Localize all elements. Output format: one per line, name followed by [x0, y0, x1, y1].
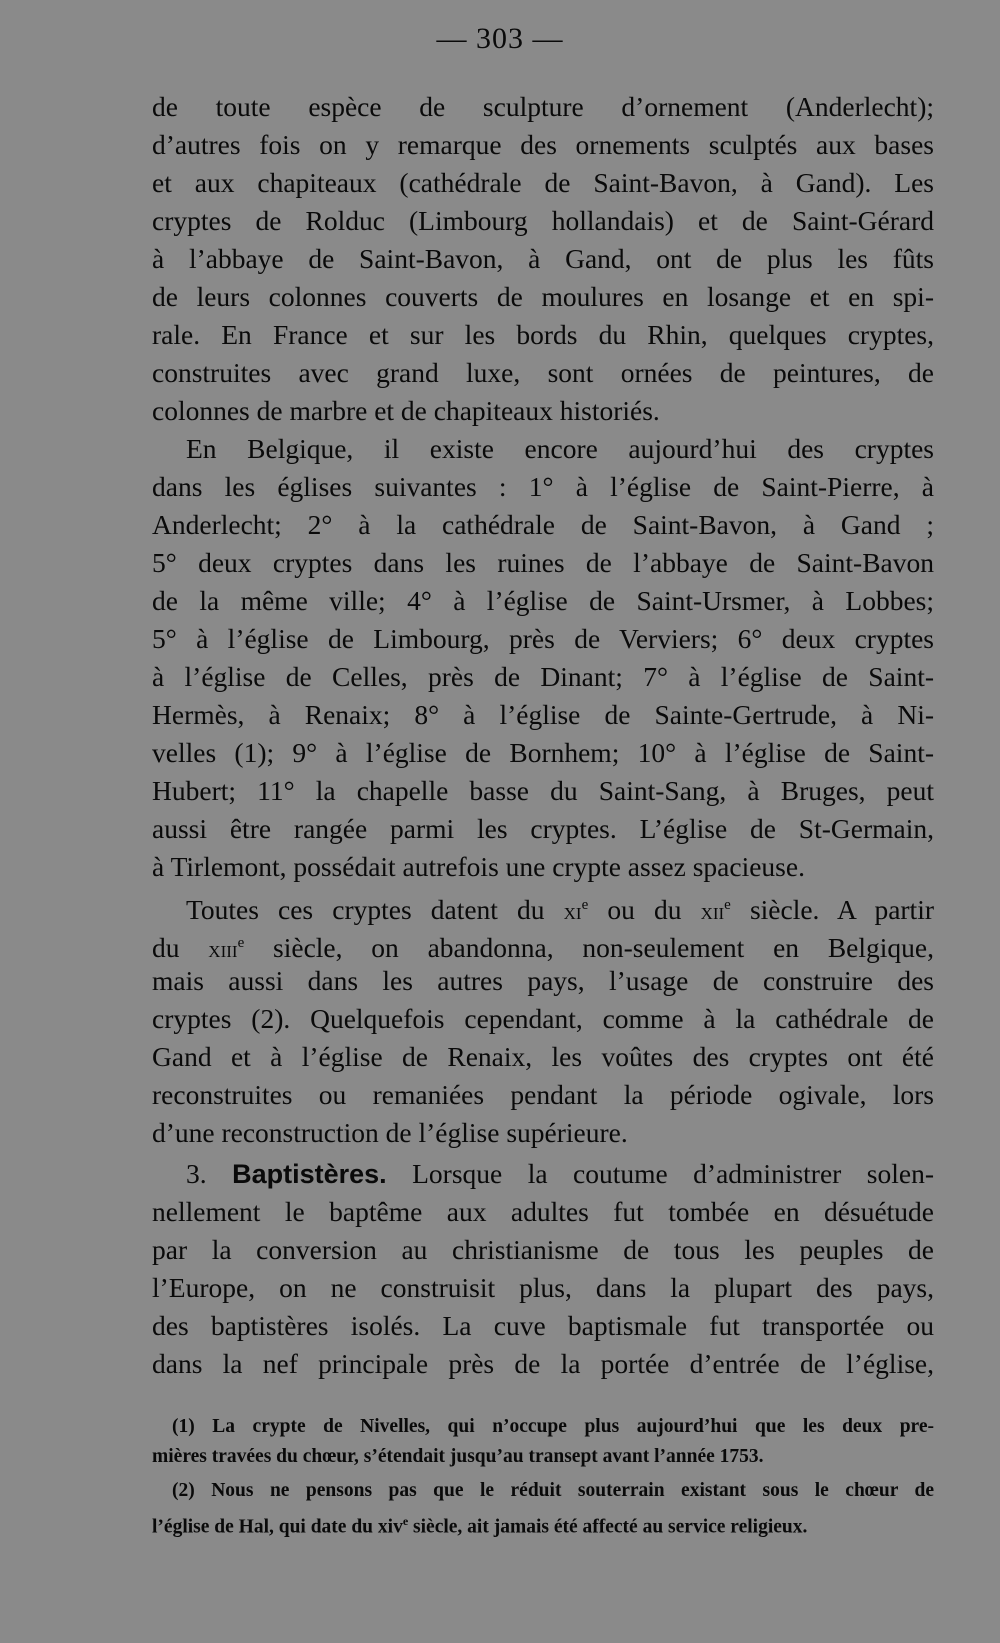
- text-line: mais aussi dans les autres pays, l’usage de construire des: [152, 965, 934, 996]
- text-line: Anderlecht; 2° à la cathédrale de Saint-Bavon, à Gand ;: [152, 509, 934, 540]
- text-line: dans la nef principale près de la portée d’entrée de l’église,: [152, 1348, 934, 1379]
- text-line: En Belgique, il existe encore aujourd’hui des cryptes: [186, 433, 934, 464]
- text-line: aussi être rangée parmi les cryptes. L’église de St-Germain,: [152, 813, 934, 844]
- text-line: du xiii$^e$ siècle, on abandonna, non-seulement en Belgique,: [152, 932, 934, 964]
- text-line: et aux chapiteaux (cathédrale de Saint-Bavon, à Gand). Les: [152, 167, 934, 198]
- text-line: colonnes de marbre et de chapiteaux historiés.: [152, 395, 660, 426]
- text-line: reconstruites ou remaniées pendant la période ogivale, lors: [152, 1079, 934, 1110]
- text-line: Hubert; 11° la chapelle basse du Saint-Sang, à Bruges, peut: [152, 775, 934, 806]
- text-line: rale. En France et sur les bords du Rhin, quelques cryptes,: [152, 319, 934, 350]
- text-line: Gand et à l’église de Renaix, les voûtes des cryptes ont été: [152, 1041, 934, 1072]
- text-line: cryptes de Rolduc (Limbourg hollandais) et de Saint-Gérard: [152, 205, 934, 236]
- section-number: 3.: [186, 1158, 207, 1189]
- text-line: dans les églises suivantes : 1° à l’église de Saint-Pierre, à: [152, 471, 934, 502]
- text-line: Toutes ces cryptes datent du $xi^e$ ou du xii$^e$ siècle. A partir: [186, 894, 934, 926]
- text-line: d’une reconstruction de l’église supérieure.: [152, 1117, 628, 1148]
- text-line: des baptistères isolés. La cuve baptismale fut transportée ou: [152, 1310, 934, 1341]
- text-line: à l’abbaye de Saint-Bavon, à Gand, ont de plus les fûts: [152, 243, 934, 274]
- text-line: par la conversion au christianisme de tous les peuples de: [152, 1234, 934, 1265]
- text-line: Hermès, à Renaix; 8° à l’église de Sainte-Gertrude, à Ni-: [152, 699, 934, 730]
- footnote-1: (1) La crypte de Nivelles, qui n’occupe plus aujourd’hui que les deux pre-: [172, 1416, 934, 1437]
- text-line: 5° deux cryptes dans les ruines de l’abbaye de Saint-Bavon: [152, 547, 934, 578]
- text-line: velles (1); 9° à l’église de Bornhem; 10° à l’église de Saint-: [152, 737, 934, 768]
- text-line: construites avec grand luxe, sont ornées de peintures, de: [152, 357, 934, 388]
- footnote-2-cont: l’église de Hal, qui date du xiv$^e$ siècle, ait jamais été affecté au service religieux.: [152, 1514, 808, 1538]
- text-line: à Tirlemont, possédait autrefois une crypte assez spacieuse.: [152, 851, 805, 882]
- text-line: de toute espèce de sculpture d’ornement (Anderlecht);: [152, 91, 934, 122]
- text-line: d’autres fois on y remarque des ornements sculptés aux bases: [152, 129, 934, 160]
- text-line: de la même ville; 4° à l’église de Saint-Ursmer, à Lobbes;: [152, 585, 934, 616]
- text-line: l’Europe, on ne construisit plus, dans la plupart des pays,: [152, 1272, 934, 1303]
- text-line: 5° à l’église de Limbourg, près de Verviers; 6° deux cryptes: [152, 623, 934, 654]
- page-number: — 303 —: [436, 22, 564, 55]
- section-heading-line: 3. Baptistères. Lorsque la coutume d’administrer solen-: [186, 1158, 934, 1189]
- text-line: nellement le baptême aux adultes fut tombée en désuétude: [152, 1196, 934, 1227]
- text-line: de leurs colonnes couverts de moulures en losange et en spi-: [152, 281, 934, 312]
- footnote-2: (2) Nous ne pensons pas que le réduit souterrain existant sous le chœur de: [172, 1480, 934, 1501]
- footnote-1-cont: mières travées du chœur, s’étendait jusqu’au transept avant l’année 1753.: [152, 1446, 764, 1467]
- section-heading: Baptistères.: [232, 1159, 387, 1189]
- text-line: à l’église de Celles, près de Dinant; 7° à l’église de Saint-: [152, 661, 934, 692]
- text-line: cryptes (2). Quelquefois cependant, comme à la cathédrale de: [152, 1003, 934, 1034]
